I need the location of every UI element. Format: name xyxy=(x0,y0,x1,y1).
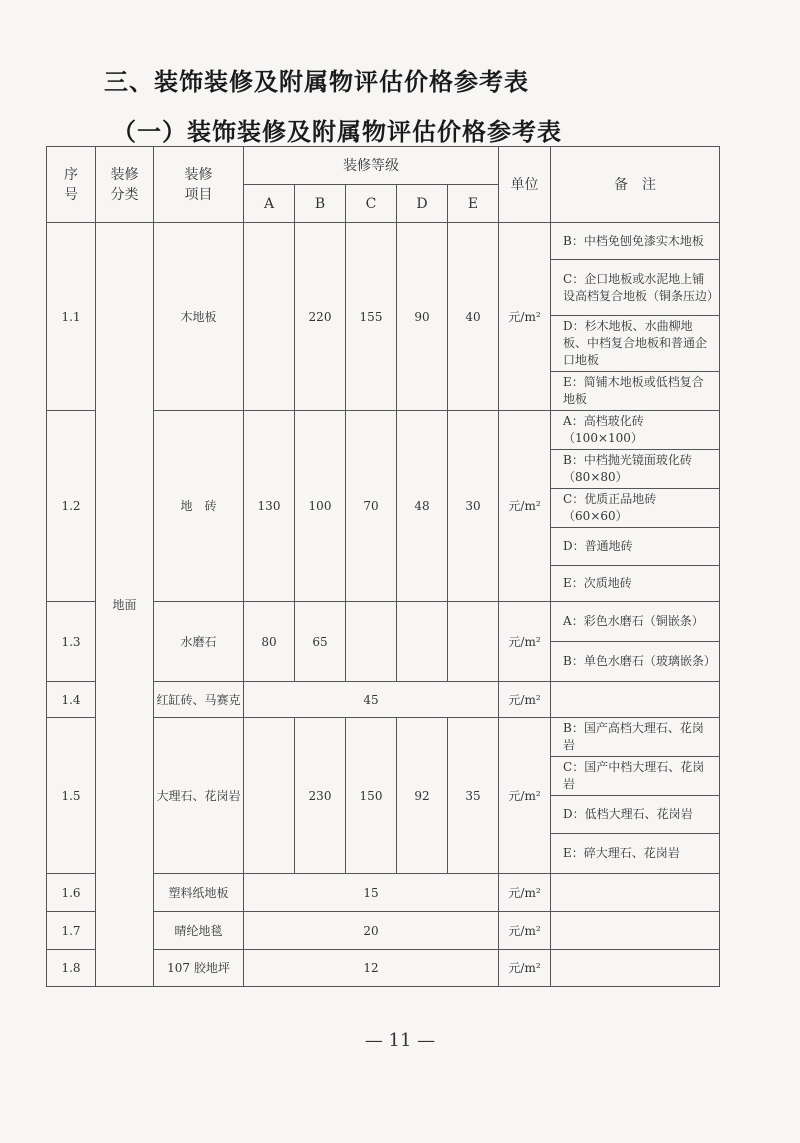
row-unit: 元/m² xyxy=(499,682,551,718)
remark-empty xyxy=(551,912,720,950)
remark-empty xyxy=(551,682,720,718)
row-item: 塑料纸地板 xyxy=(154,874,244,912)
value-a xyxy=(244,223,295,411)
remark-note: D：低档大理石、花岗岩 xyxy=(551,796,720,834)
value-b: 220 xyxy=(295,223,346,411)
value-e: 40 xyxy=(448,223,499,411)
merged-value: 12 xyxy=(244,950,499,987)
merged-value: 20 xyxy=(244,912,499,950)
row-item: 大理石、花岗岩 xyxy=(154,718,244,874)
remark-note: E：简铺木地板或低档复合地板 xyxy=(551,372,720,411)
value-d: 90 xyxy=(397,223,448,411)
header-item: 装修 项目 xyxy=(154,147,244,223)
row-seq: 1.4 xyxy=(47,682,96,718)
value-b: 100 xyxy=(295,411,346,602)
merged-value: 45 xyxy=(244,682,499,718)
value-a: 130 xyxy=(244,411,295,602)
merged-value: 15 xyxy=(244,874,499,912)
category-cell: 地面 xyxy=(96,223,154,987)
grade-c: C xyxy=(346,185,397,223)
remark-note: B：中档抛光镜面玻化砖（80×80） xyxy=(551,450,720,489)
grade-b: B xyxy=(295,185,346,223)
page-number: — 11 — xyxy=(364,1030,436,1051)
row-item: 木地板 xyxy=(154,223,244,411)
row-item: 水磨石 xyxy=(154,602,244,682)
grade-d: D xyxy=(397,185,448,223)
grade-e: E xyxy=(448,185,499,223)
value-e: 30 xyxy=(448,411,499,602)
row-unit: 元/m² xyxy=(499,411,551,602)
value-c: 70 xyxy=(346,411,397,602)
header-grade: 装修等级 xyxy=(244,147,499,185)
row-seq: 1.2 xyxy=(47,411,96,602)
value-b: 65 xyxy=(295,602,346,682)
value-e xyxy=(448,602,499,682)
remark-note: A：彩色水磨石（铜嵌条） xyxy=(551,602,720,642)
value-d: 92 xyxy=(397,718,448,874)
row-item: 107 胶地坪 xyxy=(154,950,244,987)
price-table xyxy=(46,146,720,987)
value-a xyxy=(244,718,295,874)
row-seq: 1.1 xyxy=(47,223,96,411)
row-unit: 元/m² xyxy=(499,602,551,682)
table-row xyxy=(47,223,720,260)
row-item: 地 砖 xyxy=(154,411,244,602)
header-unit: 单位 xyxy=(499,147,551,223)
remark-note: B：国产高档大理石、花岗岩 xyxy=(551,718,720,757)
table-title: （一）装饰装修及附属物评估价格参考表 xyxy=(112,118,562,146)
grade-a: A xyxy=(244,185,295,223)
header-remark: 备 注 xyxy=(551,147,720,223)
value-d xyxy=(397,602,448,682)
remark-note: C：企口地板或水泥地上铺设高档复合地板（铜条压边） xyxy=(551,260,720,316)
remark-note: B：单色水磨石（玻璃嵌条） xyxy=(551,642,720,682)
value-c: 155 xyxy=(346,223,397,411)
row-item: 红缸砖、马赛克 xyxy=(154,682,244,718)
row-unit: 元/m² xyxy=(499,950,551,987)
header-seq: 序 号 xyxy=(47,147,96,223)
value-c xyxy=(346,602,397,682)
row-seq: 1.3 xyxy=(47,602,96,682)
remark-note: C：国产中档大理石、花岗岩 xyxy=(551,757,720,796)
remark-note: C：优质正品地砖（60×60） xyxy=(551,489,720,528)
value-d: 48 xyxy=(397,411,448,602)
remark-note: A：高档玻化砖（100×100） xyxy=(551,411,720,450)
value-a: 80 xyxy=(244,602,295,682)
value-c: 150 xyxy=(346,718,397,874)
row-seq: 1.5 xyxy=(47,718,96,874)
remark-note: B：中档免刨免漆实木地板 xyxy=(551,223,720,260)
value-b: 230 xyxy=(295,718,346,874)
header-category: 装修 分类 xyxy=(96,147,154,223)
row-unit: 元/m² xyxy=(499,718,551,874)
section-title: 三、装饰装修及附属物评估价格参考表 xyxy=(104,68,529,96)
remark-note: D：普通地砖 xyxy=(551,528,720,566)
remark-empty xyxy=(551,874,720,912)
row-item: 晴纶地毯 xyxy=(154,912,244,950)
remark-empty xyxy=(551,950,720,987)
row-seq: 1.8 xyxy=(47,950,96,987)
value-e: 35 xyxy=(448,718,499,874)
remark-note: E：次质地砖 xyxy=(551,566,720,602)
row-seq: 1.6 xyxy=(47,874,96,912)
remark-note: D：杉木地板、水曲柳地板、中档复合地板和普通企口地板 xyxy=(551,316,720,372)
row-unit: 元/m² xyxy=(499,223,551,411)
row-seq: 1.7 xyxy=(47,912,96,950)
row-unit: 元/m² xyxy=(499,874,551,912)
remark-note: E：碎大理石、花岗岩 xyxy=(551,834,720,874)
row-unit: 元/m² xyxy=(499,912,551,950)
